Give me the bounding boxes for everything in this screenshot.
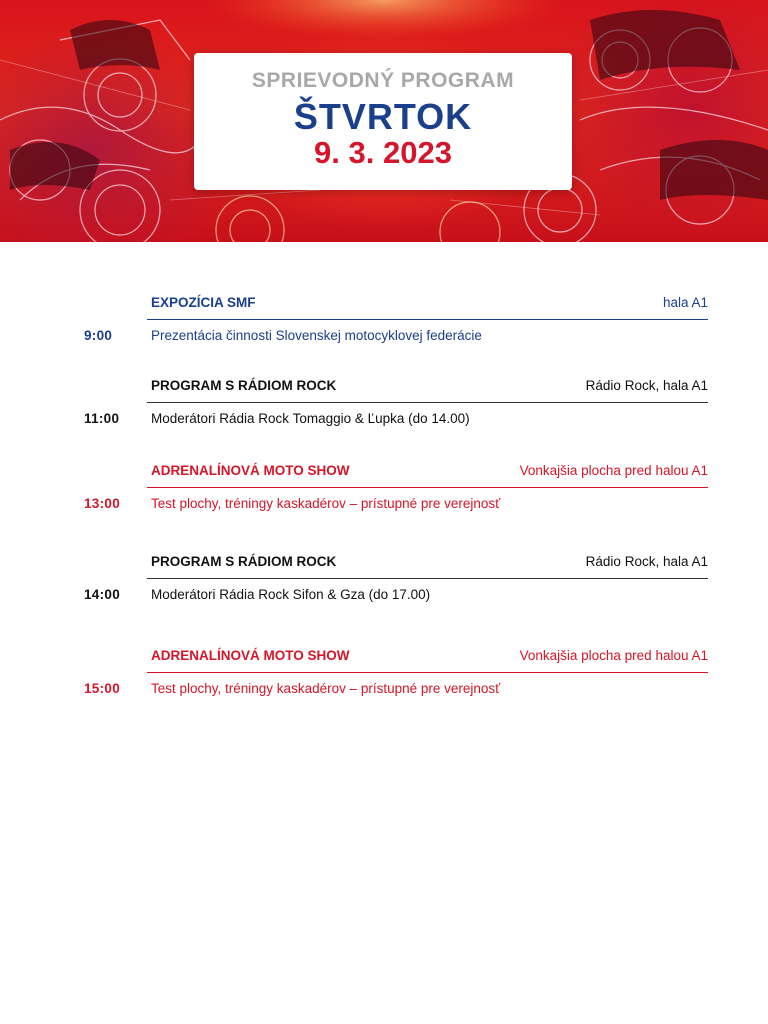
- divider: [147, 319, 708, 320]
- event-title: ADRENALÍNOVÁ MOTO SHOW: [151, 648, 350, 663]
- event-description: Test plochy, tréningy kaskadérov – prístupné pre verejnosť: [151, 496, 501, 511]
- event-place: Rádio Rock, hala A1: [585, 378, 708, 393]
- divider: [147, 578, 708, 579]
- program-subtitle: SPRIEVODNÝ PROGRAM: [251, 69, 515, 92]
- schedule-item: [0, 462, 768, 532]
- event-time: 14:00: [84, 587, 121, 602]
- divider: [147, 672, 708, 673]
- event-place: hala A1: [662, 295, 708, 310]
- event-time: 11:00: [84, 411, 120, 426]
- event-description: Prezentácia činnosti Slovenskej motocyklovej federácie: [151, 328, 482, 343]
- program-date: 9. 3. 2023: [314, 135, 452, 170]
- event-description: Test plochy, tréningy kaskadérov – prístupné pre verejnosť: [151, 681, 501, 696]
- schedule-item: [0, 377, 768, 447]
- event-time: 15:00: [84, 681, 121, 696]
- divider: [147, 487, 708, 488]
- event-title: ADRENALÍNOVÁ MOTO SHOW: [151, 463, 350, 478]
- schedule-item: [0, 647, 768, 717]
- event-title: PROGRAM S RÁDIOM ROCK: [151, 378, 337, 393]
- event-place: Rádio Rock, hala A1: [585, 554, 708, 569]
- event-place: Vonkajšia plocha pred halou A1: [519, 648, 708, 663]
- schedule-item: [0, 294, 768, 364]
- event-time: 13:00: [84, 496, 121, 511]
- program-day: ŠTVRTOK: [293, 96, 473, 137]
- event-time: 9:00: [84, 328, 113, 343]
- event-description: Moderátori Rádia Rock Sifon & Gza (do 17.00): [151, 587, 431, 602]
- title-card: [194, 53, 572, 190]
- event-place: Vonkajšia plocha pred halou A1: [519, 463, 708, 478]
- event-title: PROGRAM S RÁDIOM ROCK: [151, 554, 337, 569]
- hero-banner: [0, 0, 768, 242]
- event-description: Moderátori Rádia Rock Tomaggio & Ľupka (do 14.00): [151, 411, 470, 426]
- divider: [147, 402, 708, 403]
- event-title: EXPOZÍCIA SMF: [151, 295, 256, 310]
- schedule-item: [0, 553, 768, 623]
